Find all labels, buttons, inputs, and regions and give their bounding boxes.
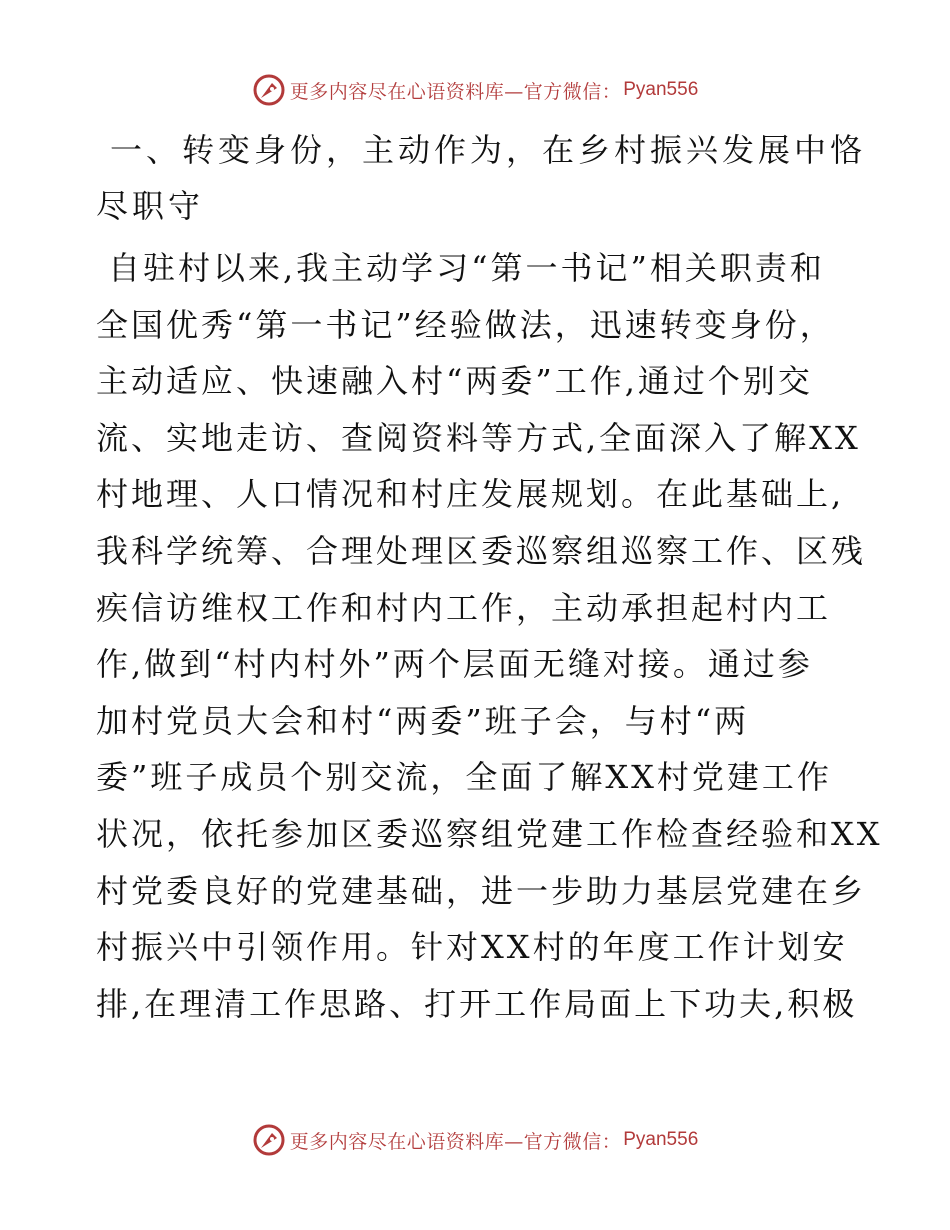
body-line: 村地理、人口情况和村庄发展规划。在此基础上, — [96, 475, 845, 514]
body-line: 流、实地走访、查阅资料等方式,全面深入了解XX — [96, 418, 861, 457]
section-heading — [96, 122, 866, 234]
body-line: 村振兴中引领作用。针对XX村的年度工作计划安 — [96, 928, 848, 967]
body-line: 自驻村以来,我主动学习“第一书记”相关职责和 — [108, 249, 825, 287]
body-line: 排,在理清工作思路、打开工作局面上下功夫,积极 — [96, 984, 858, 1023]
body-line: 作,做到“村内村外”两个层面无缝对接。通过参 — [96, 645, 813, 684]
body-line: 村党委良好的党建基础，进一步助力基层党建在乡 — [96, 871, 867, 910]
heading-line: 尽职守 — [96, 187, 205, 225]
header-watermark — [0, 72, 950, 108]
body-line: 委”班子成员个别交流，全面了解XX村党建工作 — [96, 758, 832, 797]
body-line: 加村党员大会和村“两委”班子会，与村“两 — [96, 701, 750, 740]
watermark-wechat-id: Pyan556 — [623, 79, 699, 100]
body-line: 主动适应、快速融入村“两委”工作,通过个别交 — [96, 362, 813, 401]
body-line: 全国优秀“第一书记”经验做法，迅速转变身份， — [96, 305, 835, 344]
footer-watermark — [0, 1122, 950, 1158]
pen-nib-logo-icon — [252, 73, 286, 107]
watermark-text: 更多内容尽在心语资料库—官方微信： — [289, 80, 622, 103]
watermark-wechat-id: Pyan556 — [623, 1129, 699, 1150]
watermark-text: 更多内容尽在心语资料库—官方微信： — [289, 1130, 622, 1153]
body-line: 我科学统筹、合理处理区委巡察组巡察工作、区残 — [96, 531, 867, 570]
body-line: 状况，依托参加区委巡察组党建工作检查经验和XX — [96, 814, 883, 853]
document-content — [96, 122, 883, 1032]
body-paragraph — [96, 240, 883, 1032]
heading-line: 一、转变身份，主动作为，在乡村振兴发展中恪 — [110, 131, 867, 169]
pen-nib-logo-icon — [252, 1123, 286, 1157]
body-line: 疾信访维权工作和村内工作，主动承担起村内工 — [96, 588, 832, 627]
